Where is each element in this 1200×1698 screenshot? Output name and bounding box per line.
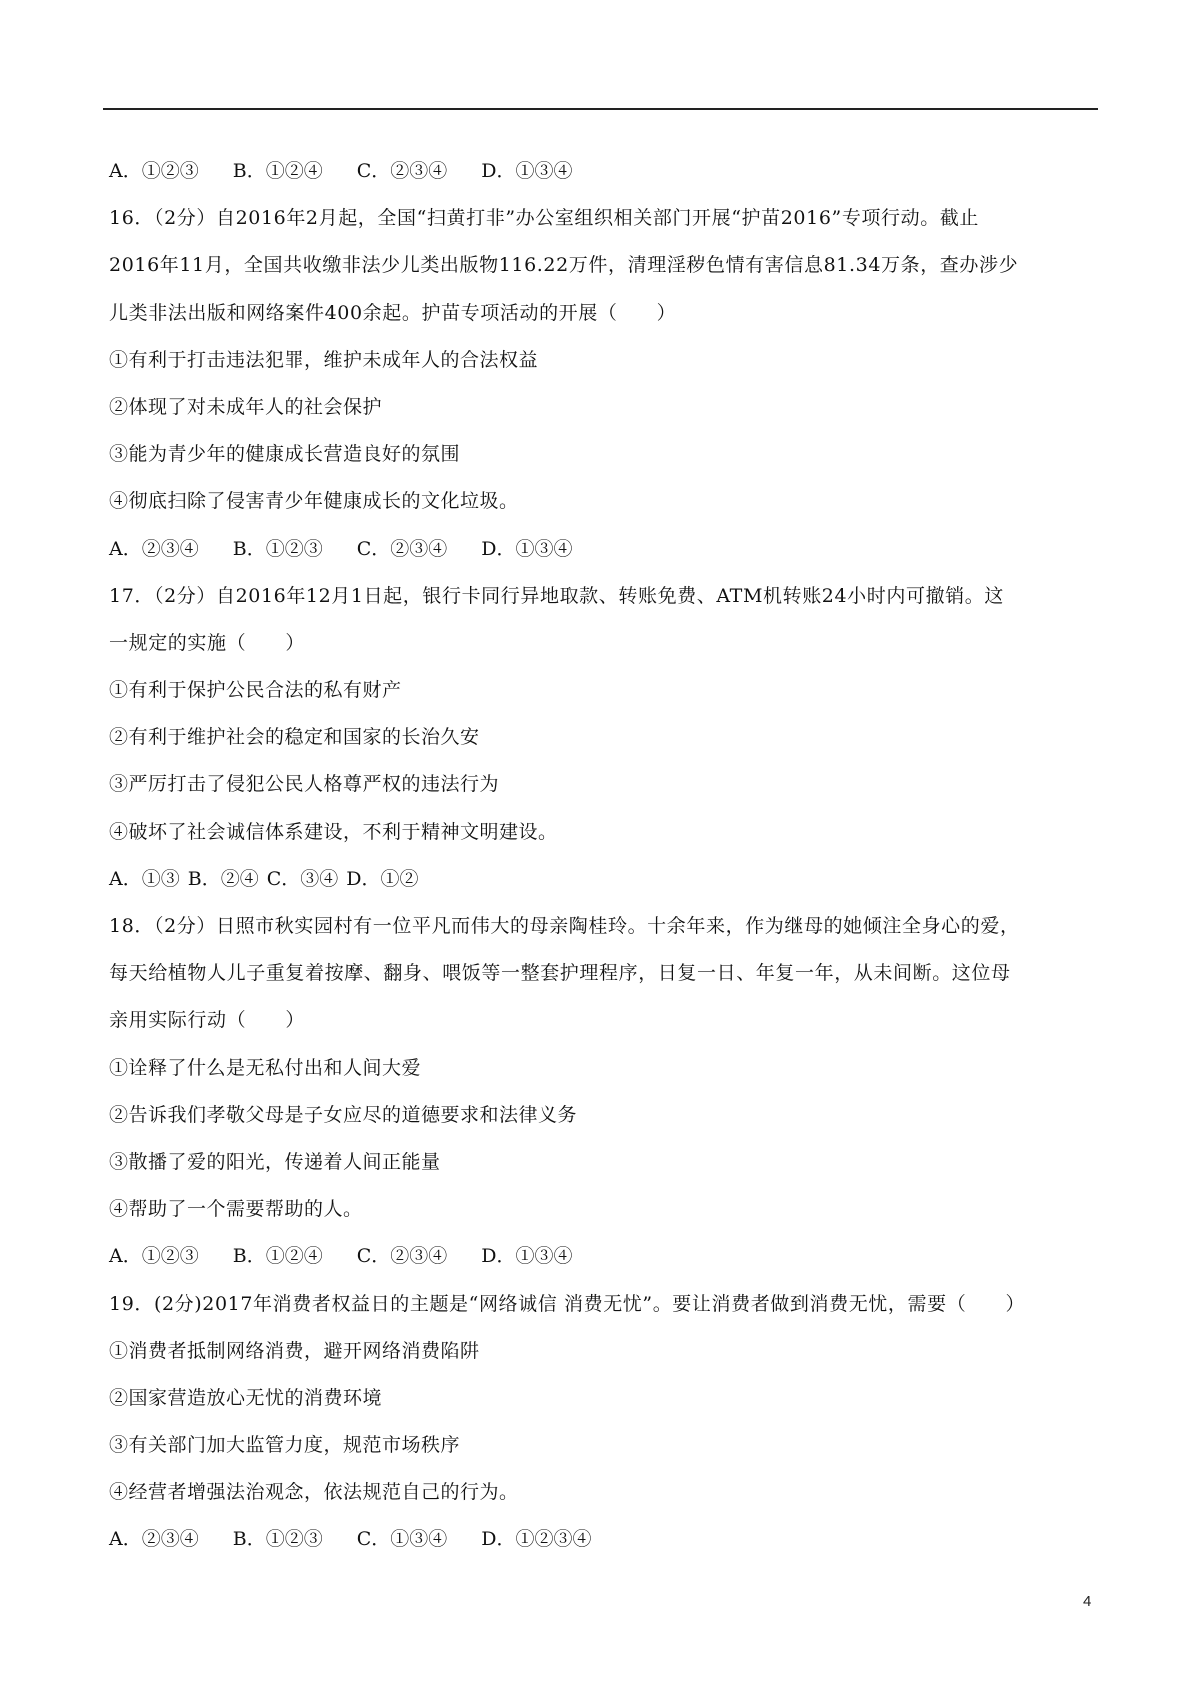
statement-3: ③散播了爱的阳光，传递着人间正能量 <box>109 1150 441 1173</box>
statement-4: ④经营者增强法治观念，依法规范自己的行为。 <box>109 1481 519 1504</box>
option-b: B．①②④ <box>232 160 323 182</box>
option-b: B．①②③ <box>232 537 323 560</box>
question-stem <box>109 1281 1099 1328</box>
stem-line: 17．（2分）自2016年12月1日起，银行卡同行异地取款、转账免费、ATM机转账24小时内可撤销。这 <box>109 584 1004 607</box>
statement-3: ③有关部门加大监管力度，规范市场秩序 <box>109 1434 461 1457</box>
stem-line: 2016年11月，全国共收缴非法少儿类出版物116.22万件，清理淫秽色情有害信息81.34万条，查办涉少 <box>109 254 1019 277</box>
option-c: C．②③④ <box>356 1245 448 1268</box>
stem-line: 一规定的实施（ ） <box>109 631 306 654</box>
stem-line: 儿类非法出版和网络案件400余起。护苗专项活动的开展（ ） <box>109 301 677 324</box>
option-c: C．②③④ <box>356 160 448 182</box>
statement-4: ④帮助了一个需要帮助的人。 <box>109 1198 363 1221</box>
answer-options <box>109 526 1099 573</box>
statement-3: ③能为青少年的健康成长营造良好的氛围 <box>109 443 461 466</box>
statement-2: ②有利于维护社会的稳定和国家的长治久安 <box>109 726 480 749</box>
option-d: D．①③④ <box>481 160 573 182</box>
option-d: D．①③④ <box>481 537 573 560</box>
option-d: D．①③④ <box>481 1245 573 1268</box>
option-b: B．①②④ <box>232 1245 323 1268</box>
option-d: D．①② <box>346 867 419 890</box>
question-stem <box>109 573 1099 667</box>
statement-4: ④破坏了社会诚信体系建设，不利于精神文明建设。 <box>109 820 558 843</box>
option-b: B．①②③ <box>232 1528 323 1551</box>
stem-line: 每天给植物人儿子重复着按摩、翻身、喂饭等一整套护理程序，日复一日、年复一年，从未间断。这位母 <box>109 962 1011 985</box>
option-d: D．①②③④ <box>481 1528 592 1551</box>
question-18 <box>109 903 1099 1281</box>
page-number: 4 <box>1083 1593 1092 1610</box>
option-c: C．③④ <box>266 867 339 890</box>
answer-options-prev <box>109 148 1099 195</box>
question-16 <box>109 195 1099 573</box>
statement-1: ①诠释了什么是无私付出和人间大爱 <box>109 1056 422 1079</box>
answer-options <box>109 1233 1099 1280</box>
statement-2: ②国家营造放心无忧的消费环境 <box>109 1386 383 1409</box>
stem-line: 19．(2分)2017年消费者权益日的主题是“网络诚信 消费无忧”。要让消费者做到消费无忧，需要（ ） <box>109 1292 1026 1315</box>
question-stem <box>109 903 1099 1045</box>
option-a: A．①③ <box>109 867 180 890</box>
statement-2: ②告诉我们孝敬父母是子女应尽的道德要求和法律义务 <box>109 1103 578 1126</box>
stem-line: 18．（2分）日照市秋实园村有一位平凡而伟大的母亲陶桂玲。十余年来，作为继母的她倾注全身心的爱， <box>109 915 1020 937</box>
answer-options <box>109 1516 1099 1563</box>
option-a: A．②③④ <box>109 1528 199 1551</box>
option-a: A．①②③ <box>109 1245 199 1268</box>
stem-line: 亲用实际行动（ ） <box>109 1009 306 1032</box>
document-body <box>109 148 1099 1564</box>
statement-2: ②体现了对未成年人的社会保护 <box>109 395 383 418</box>
option-c: C．②③④ <box>356 537 448 560</box>
statement-1: ①消费者抵制网络消费，避开网络消费陷阱 <box>109 1339 480 1362</box>
answer-options <box>109 856 1099 903</box>
option-a: A．②③④ <box>109 537 199 560</box>
question-17 <box>109 573 1099 903</box>
option-c: C．①③④ <box>356 1528 448 1551</box>
header-rule <box>103 108 1098 110</box>
stem-line: 16．（2分）自2016年2月起，全国“扫黄打非”办公室组织相关部门开展“护苗2016”专项行动。截止 <box>109 207 980 230</box>
statement-3: ③严厉打击了侵犯公民人格尊严权的违法行为 <box>109 773 500 796</box>
statement-1: ①有利于保护公民合法的私有财产 <box>109 679 402 702</box>
option-a: A．①②③ <box>109 160 199 182</box>
statement-4: ④彻底扫除了侵害青少年健康成长的文化垃圾。 <box>109 490 519 513</box>
option-b: B．②④ <box>187 867 259 890</box>
question-19 <box>109 1281 1099 1564</box>
statement-1: ①有利于打击违法犯罪，维护未成年人的合法权益 <box>109 348 539 371</box>
question-stem <box>109 195 1099 337</box>
